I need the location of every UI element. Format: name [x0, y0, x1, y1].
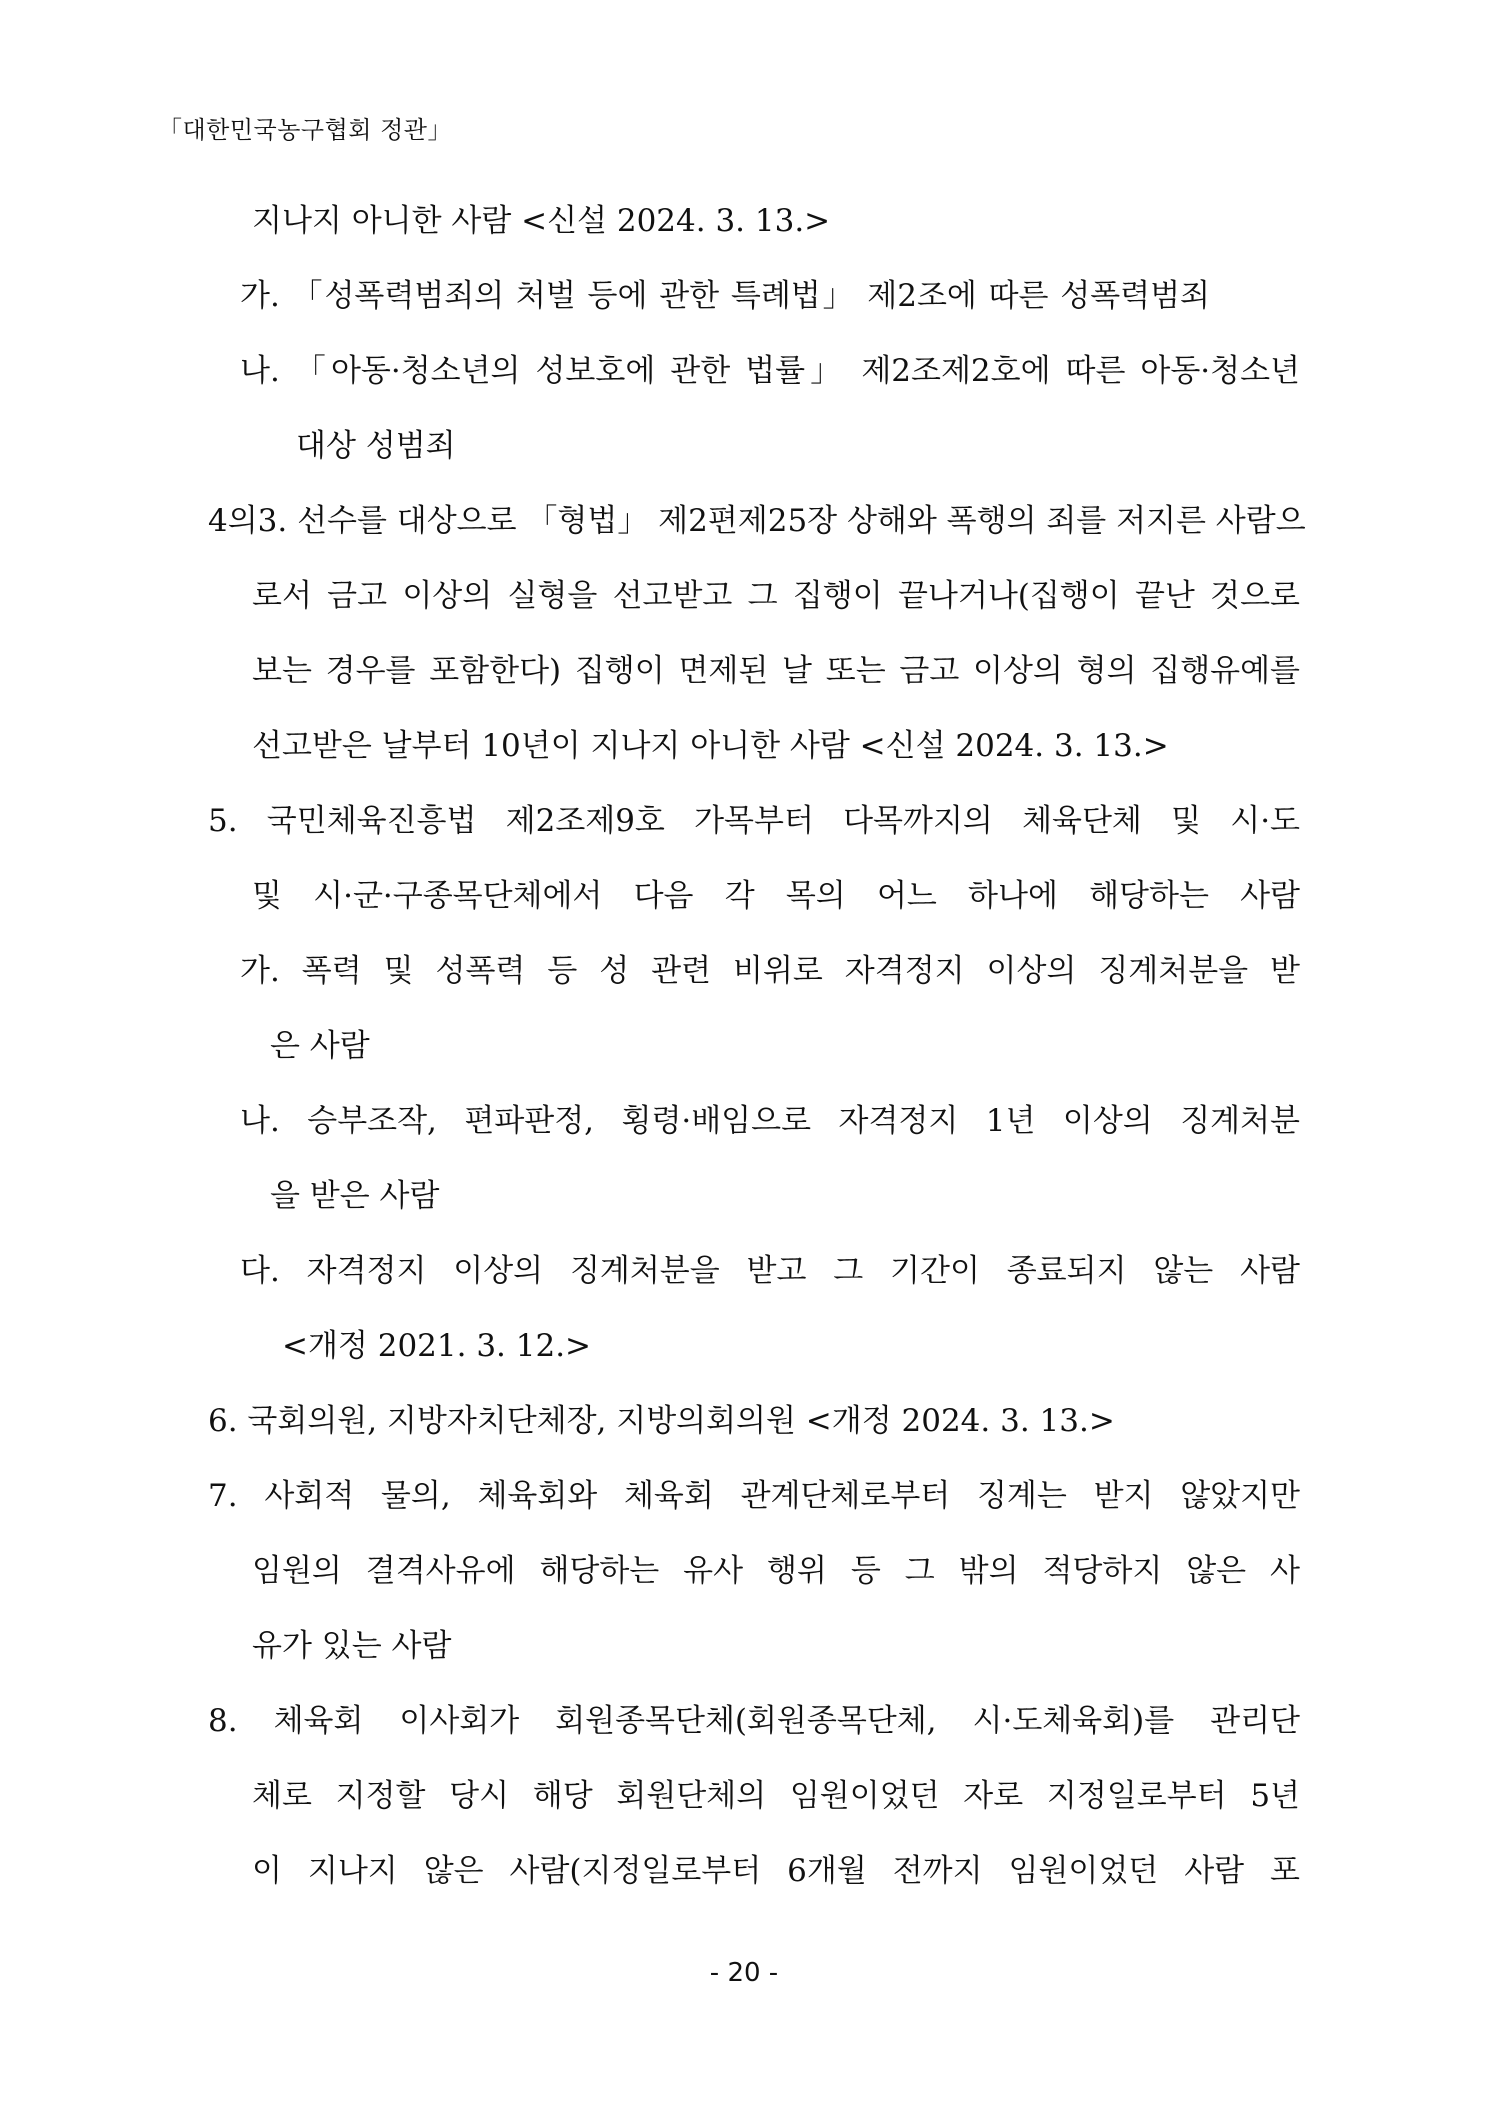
- text-line: 및 시·군·구종목단체에서 다음 각 목의 어느 하나에 해당하는 사람: [252, 878, 1300, 914]
- text-line: 보는 경우를 포함한다) 집행이 면제된 날 또는 금고 이상의 형의 집행유예를: [252, 653, 1300, 689]
- text-line: 가. 폭력 및 성폭력 등 성 관련 비위로 자격정지 이상의 징계처분을 받: [240, 953, 1300, 989]
- text-line: 선고받은 날부터 10년이 지나지 아니한 사람 <신설 2024. 3. 13.>: [252, 728, 1169, 764]
- text-line: 로서 금고 이상의 실형을 선고받고 그 집행이 끝나거나(집행이 끝난 것으로: [252, 578, 1300, 614]
- text-line: 을 받은 사람: [270, 1178, 440, 1214]
- text-line: 8. 체육회 이사회가 회원종목단체(회원종목단체, 시·도체육회)를 관리단: [208, 1703, 1300, 1739]
- text-line: 4의3. 선수를 대상으로 「형법」 제2편제25장 상해와 폭행의 죄를 저지른 사람으: [208, 503, 1306, 539]
- page-number: - 20 -: [709, 1958, 779, 1988]
- text-line: 유가 있는 사람: [252, 1628, 452, 1664]
- text-line: 6. 국회의원, 지방자치단체장, 지방의회의원 <개정 2024. 3. 13.>: [208, 1403, 1115, 1439]
- text-line: 이 지나지 않은 사람(지정일로부터 6개월 전까지 임원이었던 사람 포: [252, 1853, 1300, 1889]
- text-line: 다. 자격정지 이상의 징계처분을 받고 그 기간이 종료되지 않는 사람: [240, 1253, 1300, 1289]
- text-line: 임원의 결격사유에 해당하는 유사 행위 등 그 밖의 적당하지 않은 사: [252, 1553, 1300, 1589]
- text-line: 5. 국민체육진흥법 제2조제9호 가목부터 다목까지의 체육단체 및 시·도: [208, 803, 1300, 839]
- text-line: <개정 2021. 3. 12.>: [282, 1328, 592, 1364]
- text-line: 대상 성범죄: [296, 428, 456, 464]
- text-line: 나. 승부조작, 편파판정, 횡령·배임으로 자격정지 1년 이상의 징계처분: [240, 1103, 1300, 1139]
- text-line: 나. 「아동·청소년의 성보호에 관한 법률」 제2조제2호에 따른 아동·청소년: [240, 353, 1300, 389]
- text-line: 은 사람: [270, 1028, 370, 1064]
- text-line: 7. 사회적 물의, 체육회와 체육회 관계단체로부터 징계는 받지 않았지만: [208, 1478, 1300, 1514]
- text-line: 체로 지정할 당시 해당 회원단체의 임원이었던 자로 지정일로부터 5년: [252, 1778, 1300, 1814]
- text-line: 지나지 아니한 사람 <신설 2024. 3. 13.>: [252, 203, 831, 239]
- text-line: 가. 「성폭력범죄의 처벌 등에 관한 특례법」 제2조에 따른 성폭력범죄: [240, 278, 1210, 314]
- document-header: 「대한민국농구협회 정관」: [158, 116, 452, 144]
